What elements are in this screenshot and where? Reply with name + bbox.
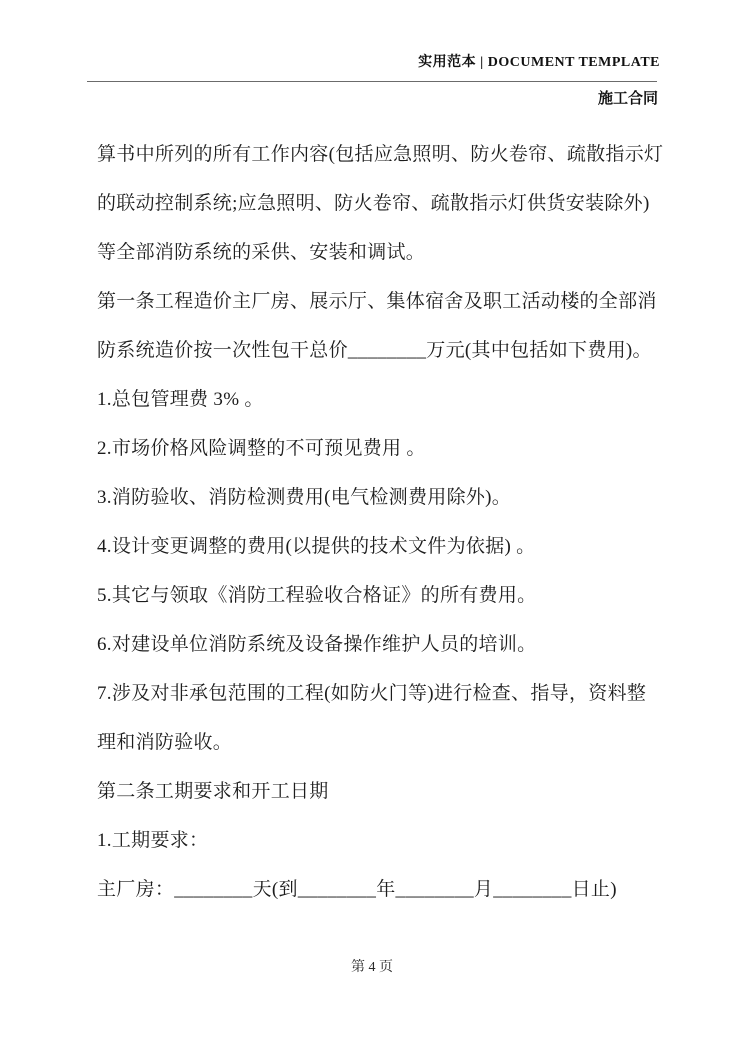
document-line: 1.总包管理费 3% 。 (97, 389, 264, 410)
document-line: 7.涉及对非承包范围的工程(如防火门等)进行检查、指导，资料整 (97, 683, 647, 704)
document-line: 防系统造价按一次性包干总价________万元(其中包括如下费用)。 (97, 340, 652, 361)
document-line: 算书中所列的所有工作内容(包括应急照明、防火卷帘、疏散指示灯 (97, 144, 664, 165)
document-title: 施工合同 (597, 91, 658, 107)
document-line: 的联动控制系统;应急照明、防火卷帘、疏散指示灯供货安装除外) (97, 193, 650, 214)
document-line: 1.工期要求： (97, 830, 209, 851)
document-line: 第二条工期要求和开工日期 (97, 781, 329, 802)
document-line: 3.消防验收、消防检测费用(电气检测费用除外)。 (97, 487, 512, 508)
document-line: 第一条工程造价主厂房、展示厅、集体宿舍及职工活动楼的全部消 (97, 291, 657, 312)
document-line: 6.对建设单位消防系统及设备操作维护人员的培训。 (97, 634, 537, 655)
document-line: 5.其它与领取《消防工程验收合格证》的所有费用。 (97, 585, 537, 606)
header-divider (87, 81, 657, 82)
document-line: 主厂房：________天(到________年________月________日止) (97, 879, 617, 900)
document-line: 4.设计变更调整的费用(以提供的技术文件为依据) 。 (97, 536, 536, 557)
document-line: 等全部消防系统的采供、安装和调试。 (97, 242, 426, 263)
document-line: 理和消防验收。 (97, 732, 233, 753)
header-brand: 实用范本 | DOCUMENT TEMPLATE (418, 55, 660, 70)
page-number: 第 4 页 (351, 960, 393, 975)
document-footer (0, 956, 744, 976)
document-body (97, 130, 667, 914)
document-line: 2.市场价格风险调整的不可预见费用 。 (97, 438, 426, 459)
